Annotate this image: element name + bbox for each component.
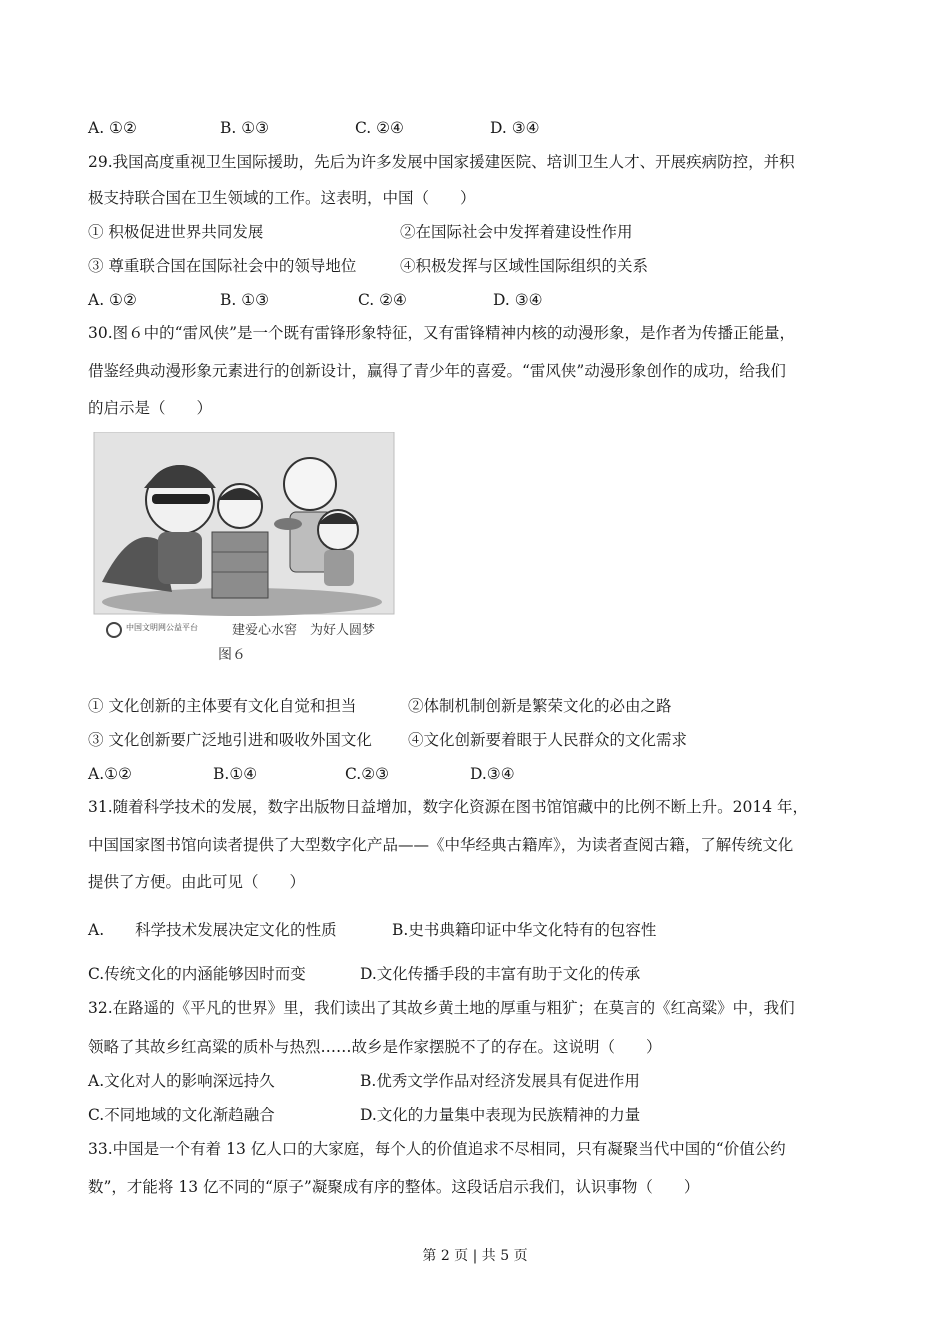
q29-item-2: ②在国际社会中发挥着建设性作用 <box>400 223 633 241</box>
q30-option-c: C.②③ <box>345 765 390 783</box>
q33-stem-line-2: 数”，才能将 13 亿不同的“原子”凝聚成有序的整体。这段话启示我们，认识事物（ ） <box>88 1178 700 1196</box>
q29-option-a: A. ①② <box>88 291 137 309</box>
figure-label: 图６ <box>218 647 246 663</box>
q31-stem-line-2: 中国国家图书馆向读者提供了大型数字化产品——《中华经典古籍库》，为读者查阅古籍，了解传统文化 <box>88 836 794 854</box>
q29-item-3: ③ 尊重联合国在国际社会中的领导地位 <box>88 257 357 275</box>
q29-option-b: B. ①③ <box>220 291 270 309</box>
q28-option-c: C. ②④ <box>355 119 404 137</box>
q32-option-b: B.优秀文学作品对经济发展具有促进作用 <box>360 1072 640 1090</box>
q30-stem-line-3: 的启示是（ ） <box>88 399 213 417</box>
q31-stem-line-1: 31.随着科学技术的发展，数字出版物日益增加，数字化资源在图书馆馆藏中的比例不断上升。2014 年， <box>88 798 809 816</box>
q30-option-a: A.①② <box>88 765 132 783</box>
q33-stem-line-1: 33.中国是一个有着 13 亿人口的大家庭，每个人的价值追求不尽相同，只有凝聚当代中国的“价值公约 <box>88 1140 786 1158</box>
q31-option-c: C.传统文化的内涵能够因时而变 <box>88 965 306 983</box>
q31-option-a: A. 科学技术发展决定文化的性质 <box>88 921 337 939</box>
q28-option-b: B. ①③ <box>220 119 270 137</box>
q32-option-c: C.不同地域的文化渐趋融合 <box>88 1106 275 1124</box>
q30-item-3: ③ 文化创新要广泛地引进和吸收外国文化 <box>88 731 372 749</box>
q30-option-d: D.③④ <box>470 765 515 783</box>
q29-option-c: C. ②④ <box>358 291 407 309</box>
q30-item-1: ① 文化创新的主体要有文化自觉和担当 <box>88 697 357 715</box>
q30-option-b: B.①④ <box>213 765 258 783</box>
q28-option-d: D. ③④ <box>490 119 540 137</box>
q29-stem-line-1: 29.我国高度重视卫生国际援助，先后为许多发展中国家援建医院、培训卫生人才、开展疾病防控，并积 <box>88 153 795 171</box>
q32-option-a: A.文化对人的影响深远持久 <box>88 1072 275 1090</box>
q31-option-d: D.文化传播手段的丰富有助于文化的传承 <box>360 965 641 983</box>
q30-item-2: ②体制机制创新是繁荣文化的必由之路 <box>408 697 672 715</box>
figure-slogan: 建爱心水窖 为好人圆梦 <box>232 623 376 638</box>
q32-option-d: D.文化的力量集中表现为民族精神的力量 <box>360 1106 641 1124</box>
q30-stem-line-1: 30.图６中的“雷风侠”是一个既有雷锋形象特征，又有雷锋精神内核的动漫形象，是作者为传播正能量， <box>88 324 796 342</box>
q30-stem-line-2: 借鉴经典动漫形象元素进行的创新设计，赢得了青少年的喜爱。“雷风侠”动漫形象创作的成功，给我们 <box>88 362 786 380</box>
page-footer: 第 2 页 | 共 5 页 <box>422 1248 528 1264</box>
figure-org-caption: 中国文明网公益平台 <box>126 623 198 632</box>
q31-option-b: B.史书典籍印证中华文化特有的包容性 <box>392 921 657 939</box>
q29-item-1: ① 积极促进世界共同发展 <box>88 223 264 241</box>
q32-stem-line-2: 领略了其故乡红高粱的质朴与热烈……故乡是作家摆脱不了的存在。这说明（ ） <box>88 1038 662 1056</box>
q30-item-4: ④文化创新要着眼于人民群众的文化需求 <box>408 731 688 749</box>
q29-stem-line-2: 极支持联合国在卫生领域的工作。这表明，中国（ ） <box>88 189 476 207</box>
q29-option-d: D. ③④ <box>493 291 543 309</box>
q29-item-4: ④积极发挥与区域性国际组织的关系 <box>400 257 649 275</box>
cartoon-figure <box>92 432 398 664</box>
q28-option-a: A. ①② <box>88 119 137 137</box>
q31-stem-line-3: 提供了方便。由此可见（ ） <box>88 873 306 891</box>
q32-stem-line-1: 32.在路遥的《平凡的世界》里，我们读出了其故乡黄土地的厚重与粗犷；在莫言的《红高粱》中，我们 <box>88 999 795 1017</box>
